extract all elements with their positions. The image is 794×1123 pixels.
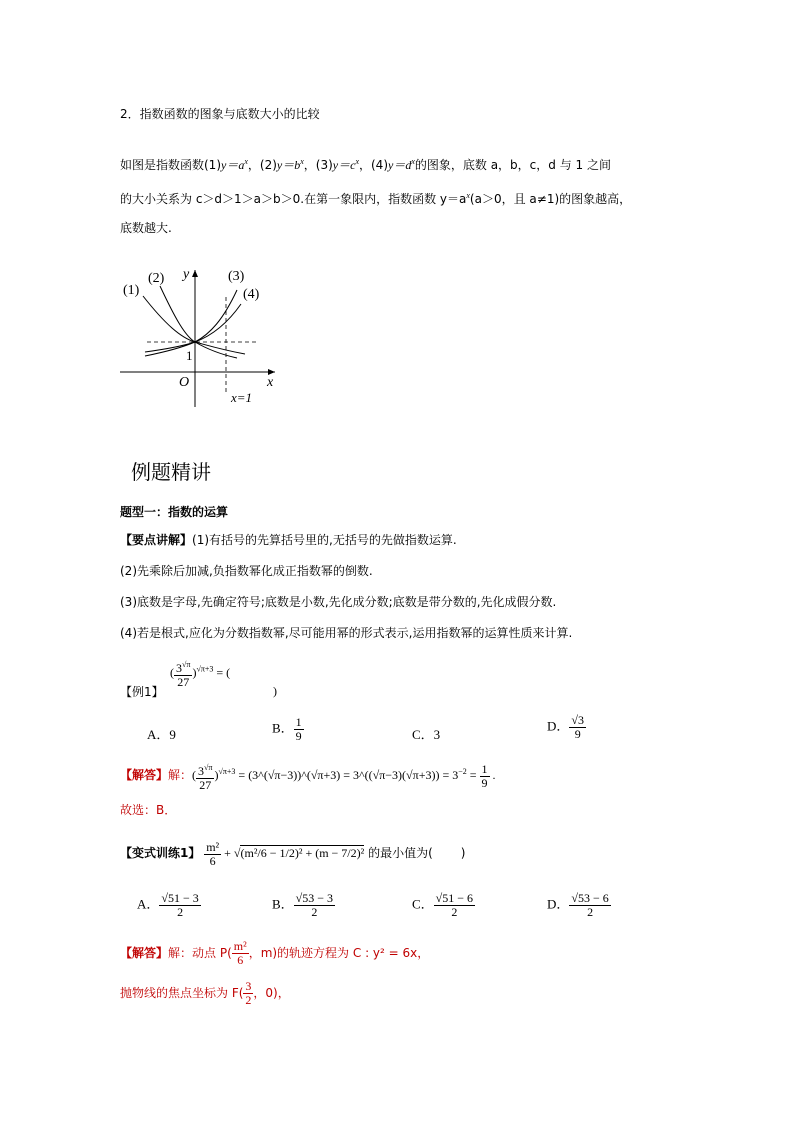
option-fraction — [434, 892, 475, 919]
para-text: 如图是指数函数(1) — [120, 158, 221, 172]
answer-label: 【解答】 — [120, 946, 169, 960]
option-fraction — [294, 892, 335, 919]
paragraph-line-2 — [120, 188, 631, 207]
key-points-line-3: (3)底数是字母,先确定符号;底数是小数,先化成分数;底数是带分数的,先化成假分数. — [120, 595, 557, 609]
example1-choice: 故选：B． — [120, 803, 177, 817]
numerator: √51 − 6 — [435, 891, 474, 905]
denominator: 2 — [587, 905, 594, 919]
question-tail: 的最小值为( — [368, 846, 433, 860]
numerator: √51 − 3 — [161, 891, 199, 905]
variant-option-d[interactable] — [547, 892, 611, 919]
variant1-question — [120, 836, 465, 870]
x-axis-label: x — [267, 375, 274, 390]
numerator: m² — [206, 839, 220, 854]
option-fraction — [294, 716, 304, 743]
answer-text: ，0)， — [253, 986, 290, 1000]
answer-fraction — [480, 763, 490, 790]
num-base: 3 — [198, 763, 205, 778]
numerator — [174, 658, 192, 676]
para-text: (a＞0，且 a≠1)的图象越高， — [469, 192, 632, 206]
example1-answer — [120, 758, 496, 792]
curve-label-3: (3) — [228, 269, 245, 284]
para-text: ，(2) — [247, 158, 277, 172]
answer-blank-close: ) — [273, 684, 277, 698]
denominator: 2 — [311, 905, 318, 919]
answer-prefix: 解： — [168, 768, 193, 782]
denominator: 9 — [574, 727, 581, 741]
one-label: 1 — [186, 348, 193, 363]
option-a[interactable]: A．9 — [147, 727, 176, 742]
variant-option-c[interactable] — [412, 892, 475, 919]
denominator: 9 — [295, 729, 302, 743]
variant1-answer-line-2 — [120, 978, 290, 1008]
answer-text: ，m)的轨迹方程为 C : y² = 6x， — [248, 946, 430, 960]
num-exp: √π — [204, 762, 213, 772]
option-fraction — [569, 892, 610, 919]
curve-3 — [145, 290, 237, 356]
example1-label: 【例1】 — [120, 685, 164, 699]
numerator: 1 — [295, 715, 302, 729]
exponential-graph-figure — [115, 262, 285, 412]
denominator: 6 — [209, 853, 216, 868]
para-text: 的图象，底数 a，b，c，d 与 1 之间 — [414, 158, 611, 172]
sup: x — [300, 157, 304, 166]
para-text: 的大小关系为 c＞d＞1＞a＞b＞0.在第一象限内，指数函数 y＝a — [120, 192, 467, 206]
key-points-line-4: (4)若是根式,应化为分数指数幂,尽可能用幂的形式表示,运用指数幂的运算性质来计算. — [120, 626, 573, 640]
equals: = — [466, 768, 480, 782]
variant-expression: $\frac{\text{m²}}{6}$ + √(m²/6 − 1/2)² + (m − 7/2)² — [206, 839, 365, 868]
fraction — [204, 841, 221, 868]
sup: x — [244, 157, 248, 166]
curve-label-4: (4) — [243, 287, 260, 302]
para-text: ，(3) — [303, 158, 333, 172]
denominator: 6 — [237, 953, 244, 967]
sup: x — [355, 157, 359, 166]
num-exp: √π — [182, 660, 191, 669]
option-fraction — [569, 714, 586, 741]
example1-expression: ( $\frac{3^{√\pi}}{27}$ )$^{√\pi+3}$ = ( — [170, 660, 231, 689]
answer-label: 【解答】 — [120, 768, 169, 782]
option-label: B． — [272, 896, 294, 912]
key-points-line-1 — [120, 532, 457, 548]
denominator: 2 — [451, 905, 458, 919]
numerator: m² — [233, 939, 247, 953]
answer-math: ( $\frac{3^{√\pi}}{27}$ )$^{√\pi+3}$ = (3^(√π−3))^(√π+3) = 3^((√π−3)(√π+3)) = $3^{-2}$ = $\frac{1}{9}$ . — [192, 761, 496, 792]
numerator — [196, 761, 214, 779]
variant-option-a[interactable] — [137, 892, 201, 919]
fraction — [174, 658, 192, 689]
answer-body: = (3^(√π−3))^(√π+3) = 3^((√π−3)(√π+3)) = 3 — [238, 768, 459, 782]
answer-fraction — [243, 980, 253, 1007]
option-b[interactable] — [272, 716, 304, 743]
denominator: 2 — [245, 993, 252, 1007]
option-label: C． — [412, 896, 434, 912]
option-label: D． — [547, 718, 570, 734]
option-fraction — [159, 892, 200, 919]
key-points-line-2: (2)先乘除后加减,负指数幂化成正指数幂的倒数. — [120, 564, 373, 578]
paragraph-line-1 — [120, 154, 611, 173]
answer-text: 抛物线的焦点坐标为 F( — [120, 986, 244, 1000]
variant-option-b[interactable] — [272, 892, 335, 919]
answer-exp: −2 — [458, 767, 467, 776]
key-label: 【要点讲解】 — [120, 533, 193, 547]
type-title: 题型一：指数的运算 — [120, 505, 229, 519]
section-heading: 2．指数函数的图象与底数大小的比较 — [120, 107, 320, 121]
paragraph-line-3: 底数越大. — [120, 221, 172, 235]
variant1-answer-line-1 — [120, 938, 429, 968]
denominator: 27 — [199, 777, 212, 792]
sqrt-radicand: (m²/6 − 1/2)² + (m − 7/2)² — [240, 846, 365, 860]
option-c[interactable]: C．3 — [412, 727, 441, 742]
exponent: √π+3 — [218, 767, 236, 776]
x-equals-1-label: x=1 — [231, 390, 253, 405]
numerator: √3 — [571, 713, 584, 727]
numerator: 1 — [481, 761, 488, 776]
eq-a: y＝a — [221, 158, 245, 172]
numerator: √53 − 6 — [571, 891, 609, 905]
option-label: D． — [547, 896, 570, 912]
y-axis-label: y — [183, 267, 190, 282]
option-label: A． — [137, 896, 160, 912]
variant-label: 【变式训练1】 — [120, 846, 201, 860]
curve-4 — [145, 304, 241, 352]
y-axis-arrow — [192, 270, 198, 277]
option-d[interactable] — [547, 714, 586, 741]
answer-fraction — [232, 940, 249, 967]
answer-text: 解：动点 P( — [168, 946, 232, 960]
denominator: 2 — [177, 905, 184, 919]
question-close: ) — [460, 846, 466, 860]
denominator: 27 — [177, 675, 190, 689]
eq-c: y＝c — [332, 158, 356, 172]
fraction — [196, 761, 214, 792]
origin-label: O — [179, 375, 190, 390]
numerator: 3 — [245, 979, 252, 993]
eq-d: y＝d — [388, 158, 412, 172]
eq-b: y＝b — [276, 158, 301, 172]
denominator: 9 — [481, 775, 488, 790]
sup: x — [466, 191, 470, 200]
expr-tail: = ( — [216, 665, 231, 680]
curve-label-1: (1) — [123, 283, 140, 298]
sup: x — [411, 157, 415, 166]
exponent: √π+3 — [196, 664, 214, 674]
section-title: 例题精讲 — [131, 460, 211, 484]
para-text: ，(4) — [359, 158, 388, 172]
option-label: B． — [272, 720, 294, 736]
key-text: (1)有括号的先算括号里的,无括号的先做指数运算. — [192, 533, 457, 547]
curve-label-2: (2) — [148, 271, 165, 286]
numerator: √53 − 3 — [295, 891, 334, 905]
num-base: 3 — [176, 661, 182, 675]
